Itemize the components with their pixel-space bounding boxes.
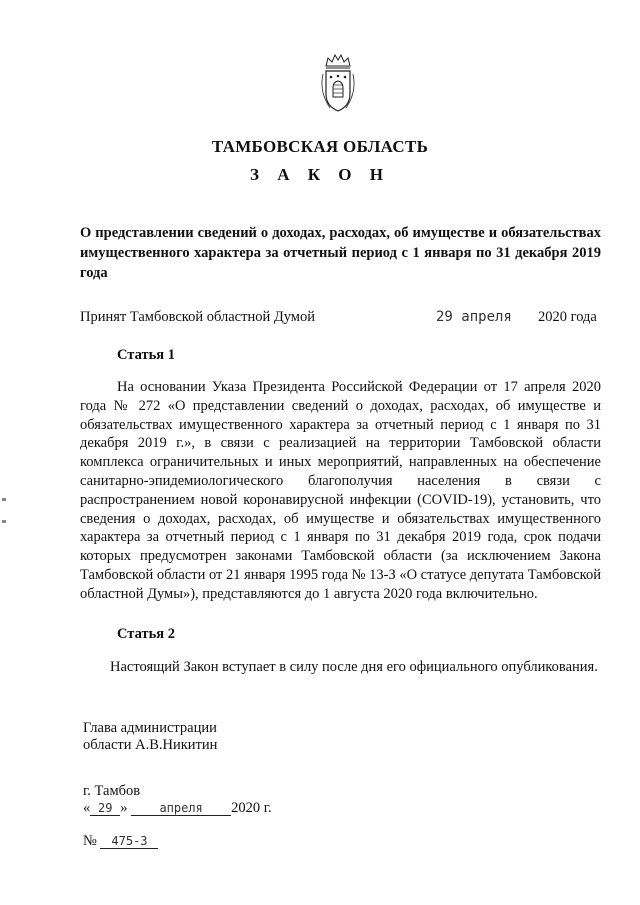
quote-close: » [120,800,128,816]
place-city: г. Тамбов [83,783,141,799]
law-number [83,833,158,850]
article-2-body: Настоящий Закон вступает в силу после дня его официального опубликования. [110,659,598,675]
article-1-body: На основании Указа Президента Российской Федерации от 17 апреля 2020 года № 272 «О представлении сведений о доходах, расходах, об имуществе и обязательствах имущественного характера за отчетный период с 1 января по 31 декабря 2019 г.», в связи с реализацией на территории Тамбовской области комплекса ограничительных и иных мероприятий, направленных на обеспечение санитарно-эпидемиологического благополучия населения в связи с распространением новой коронавирусной инфекции (COVID-19), установить, что сведения о доходах, расходах, об имуществе и обязательствах имущественного характера за отчетный период с 1 января по 31 декабря 2019 года, срок подачи которых предусмотрен законами Тамбовской области (за исключением Закона Тамбовской области от 21 января 1995 года № 13-З «О статусе депутата Тамбовской областной Думы»), представляются до 1 августа 2020 года включительно. [80,379,601,602]
number-sign: № [83,833,97,849]
quote-open: « [83,800,91,816]
adopted-date: 29 апреля [436,309,512,325]
signature-block [83,720,217,754]
adopted-label: Принят Тамбовской областной Думой [80,309,315,325]
article-1-title: Статья 1 [117,347,175,363]
law-number-value: 475-З [100,834,158,849]
signature-position: Глава администрации [83,720,217,736]
tambov-coat-of-arms-icon [318,52,358,114]
signing-date [83,800,272,817]
scan-mark [2,498,6,501]
signing-month: апреля [131,801,231,816]
signing-day: 29 [90,801,120,816]
signing-year: 2020 г. [231,800,272,816]
article-2-title: Статья 2 [117,626,175,642]
scan-mark [2,520,6,523]
document-type: З А К О Н [249,165,391,184]
adopted-year: 2020 года [538,309,597,325]
signature-name: области А.В.Никитин [83,737,218,753]
law-subject: О представлении сведений о доходах, расходах, об имуществе и обязательствах имущественного характера за отчетный период с 1 января по 31 декабря 2019 года [80,225,601,281]
region-title: ТАМБОВСКАЯ ОБЛАСТЬ [211,137,429,156]
